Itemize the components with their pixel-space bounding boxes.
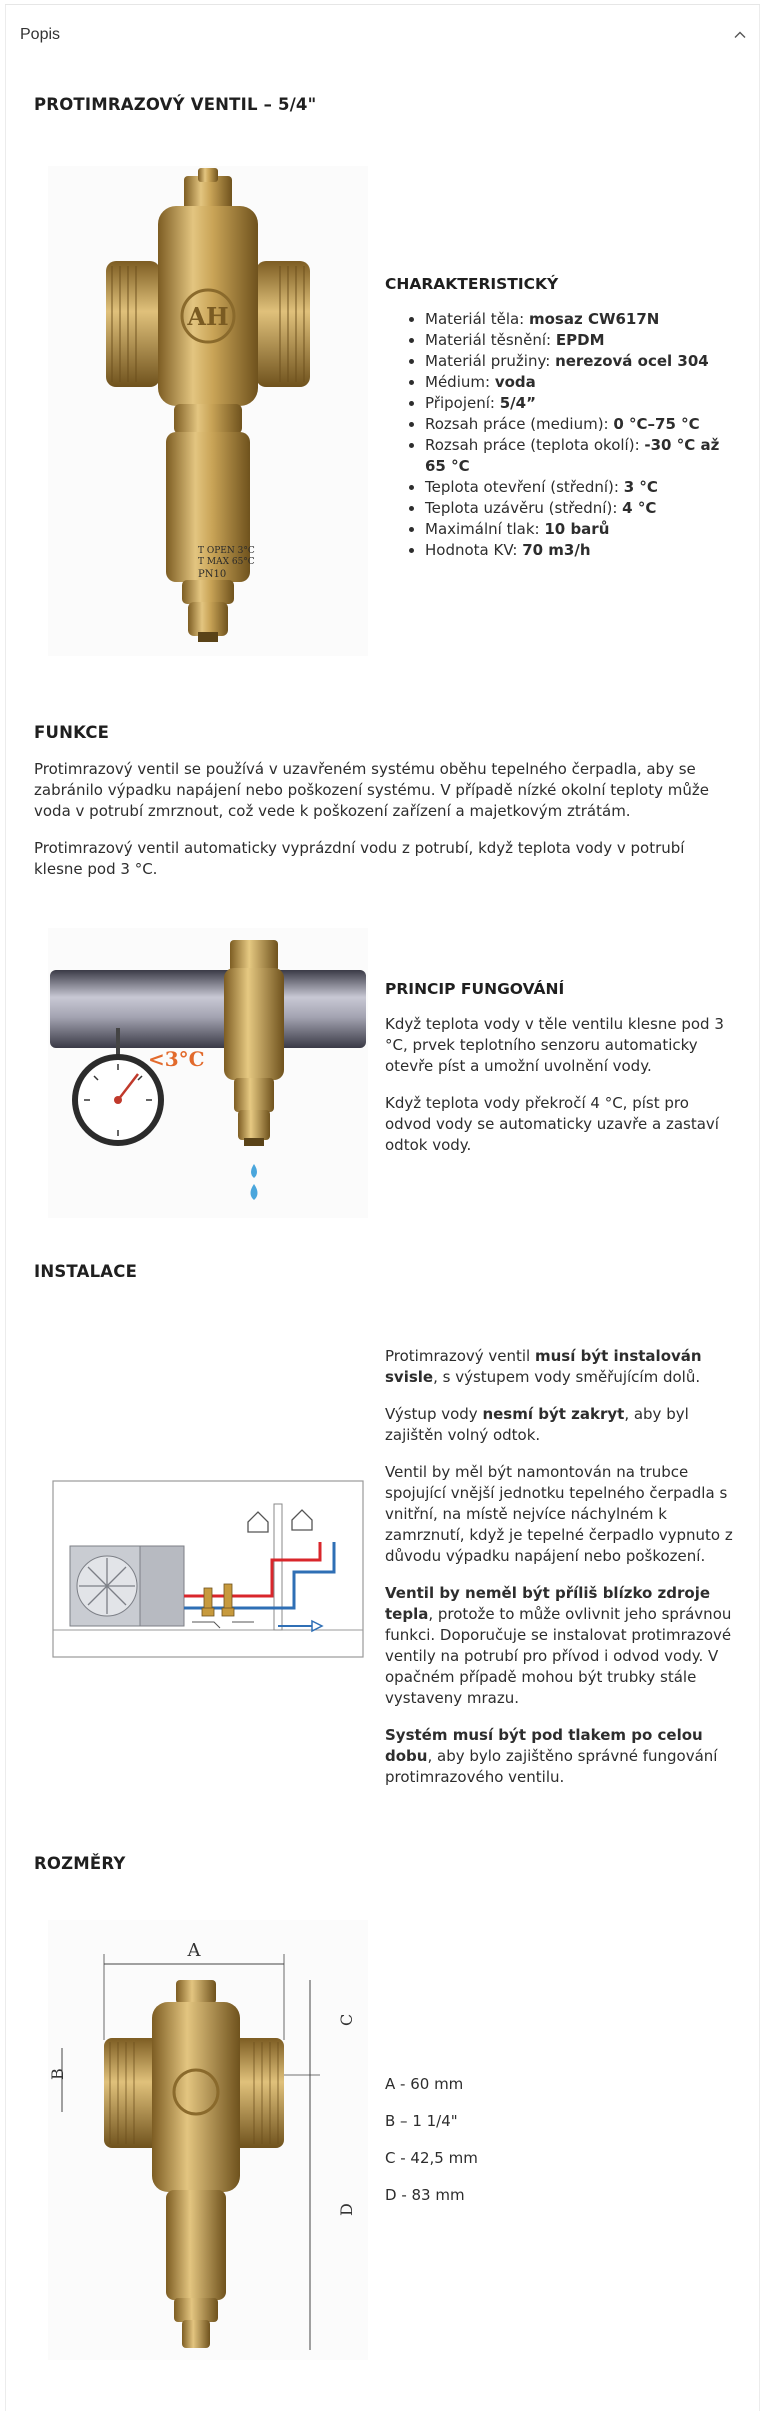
characteristic-value: mosaz CW617N xyxy=(529,310,660,328)
accordion-header[interactable] xyxy=(20,18,748,52)
characteristic-value: nerezová ocel 304 xyxy=(555,352,709,370)
principle-image xyxy=(48,928,368,1218)
svg-text:B: B xyxy=(48,2068,67,2080)
svg-text:T MAX 65°C: T MAX 65°C xyxy=(198,557,255,567)
characteristic-value: 5/4” xyxy=(499,394,536,412)
characteristic-item xyxy=(425,309,745,330)
function-text xyxy=(34,759,734,880)
characteristic-label: Médium: xyxy=(425,373,495,391)
characteristic-value: EPDM xyxy=(555,331,605,349)
characteristic-label: Rozsah práce (medium): xyxy=(425,415,614,433)
characteristic-label: Maximální tlak: xyxy=(425,520,545,538)
dimension-b: B – 1 1/4" xyxy=(385,2112,458,2130)
function-paragraph-1: Protimrazový ventil se používá v uzavřeném systému oběhu tepelného čerpadla, aby se zabránilo výpadku napájení nebo poškození systému. V případě nízké okolní teploty může voda v potrubí zmrznout, což vede k poškození zařízení a majetkovým ztrátám. xyxy=(34,760,709,820)
characteristic-item xyxy=(425,477,745,498)
principle-block xyxy=(385,980,735,1156)
dimension-d: D - 83 mm xyxy=(385,2186,465,2204)
svg-text:C: C xyxy=(337,2013,356,2026)
svg-text:<3°C: <3°C xyxy=(148,1047,205,1071)
installation-paragraph-4: Ventil by neměl být příliš blízko zdroje tepla, protože to může ovlivnit jeho správnou funkci. Doporučuje se instalovat protimrazové ventily na potrubí pro přívod i odvod vody. V opačném případě mohou být trubky stále vystaveny mrazu. xyxy=(385,1584,732,1707)
installation-paragraph-3: Ventil by měl být namontován na trubce spojující vnější jednotku tepelného čerpadla s vnitřní, na místě nejvíce náchylném k zamrznutí, když je tepelné čerpadlo vypnuto z důvodu výpadku napájení nebo poškození. xyxy=(385,1463,733,1565)
product-title: PROTIMRAZOVÝ VENTIL – 5/4" xyxy=(34,95,317,114)
dimensions-list xyxy=(385,2074,685,2222)
characteristic-label: Materiál pružiny: xyxy=(425,352,556,370)
installation-paragraph-2: Výstup vody nesmí být zakryt, aby byl zajištěn volný odtok. xyxy=(385,1405,689,1444)
dimensions-heading: ROZMĚRY xyxy=(34,1854,126,1873)
characteristic-label: Hodnota KV: xyxy=(425,541,523,559)
svg-text:A: A xyxy=(187,1940,201,1961)
valve-image xyxy=(48,166,368,656)
characteristic-item xyxy=(425,519,745,540)
svg-text:D: D xyxy=(337,2203,356,2216)
characteristic-value: voda xyxy=(494,373,536,391)
characteristic-item xyxy=(425,372,745,393)
installation-block xyxy=(385,1346,737,1788)
characteristic-label: Materiál těla: xyxy=(425,310,529,328)
characteristics-list xyxy=(385,309,745,561)
principle-heading: PRINCIP FUNGOVÁNÍ xyxy=(385,980,565,998)
dimensions-drawing xyxy=(48,1920,368,2360)
dimension-c: C - 42,5 mm xyxy=(385,2149,478,2167)
characteristic-item xyxy=(425,540,745,561)
svg-text:T OPEN 3°C: T OPEN 3°C xyxy=(198,546,255,556)
characteristic-label: Materiál těsnění: xyxy=(425,331,556,349)
characteristic-label: Teplota otevření (střední): xyxy=(425,478,624,496)
characteristic-item xyxy=(425,351,745,372)
svg-text:PN10: PN10 xyxy=(198,569,227,580)
characteristic-item xyxy=(425,435,745,477)
function-paragraph-2: Protimrazový ventil automaticky vyprázdní vodu z potrubí, když teplota vody v potrubí klesne pod 3 °C. xyxy=(34,839,685,878)
characteristic-value: 3 °C xyxy=(623,478,658,496)
characteristic-value: 0 °C–75 °C xyxy=(613,415,700,433)
chevron-up-icon[interactable] xyxy=(732,27,748,43)
characteristics-heading: CHARAKTERISTICKÝ xyxy=(385,275,559,293)
svg-text:AH: AH xyxy=(187,302,229,331)
characteristic-item xyxy=(425,498,745,519)
function-heading: FUNKCE xyxy=(34,723,110,742)
principle-paragraph-1: Když teplota vody v těle ventilu klesne pod 3 °C, prvek teplotního senzoru automaticky otevře píst a umožní uvolnění vody. xyxy=(385,1015,724,1075)
installation-heading: INSTALACE xyxy=(34,1262,138,1281)
characteristic-label: Připojení: xyxy=(425,394,500,412)
principle-paragraph-2: Když teplota vody překročí 4 °C, píst pro odvod vody se automaticky uzavře a zastaví odtok vody. xyxy=(385,1094,719,1154)
dimension-a: A - 60 mm xyxy=(385,2075,464,2093)
installation-paragraph-1: Protimrazový ventil musí být instalován svisle, s výstupem vody směřujícím dolů. xyxy=(385,1347,702,1386)
installation-paragraph-5: Systém musí být pod tlakem po celou dobu, aby bylo zajištěno správné fungování protimrazového ventilu. xyxy=(385,1726,718,1786)
characteristics-block xyxy=(385,275,745,561)
characteristic-item xyxy=(425,330,745,351)
characteristic-value: 70 m3/h xyxy=(522,541,591,559)
installation-diagram xyxy=(52,1480,364,1658)
characteristic-item xyxy=(425,414,745,435)
characteristic-label: Teplota uzávěru (střední): xyxy=(425,499,623,517)
accordion-title: Popis xyxy=(20,26,61,43)
characteristic-label: Rozsah práce (teplota okolí): xyxy=(425,436,645,454)
characteristic-value: -30 °C až 65 °C xyxy=(425,436,720,475)
characteristic-value: 4 °C xyxy=(622,499,657,517)
characteristic-item xyxy=(425,393,745,414)
characteristic-value: 10 barů xyxy=(544,520,610,538)
